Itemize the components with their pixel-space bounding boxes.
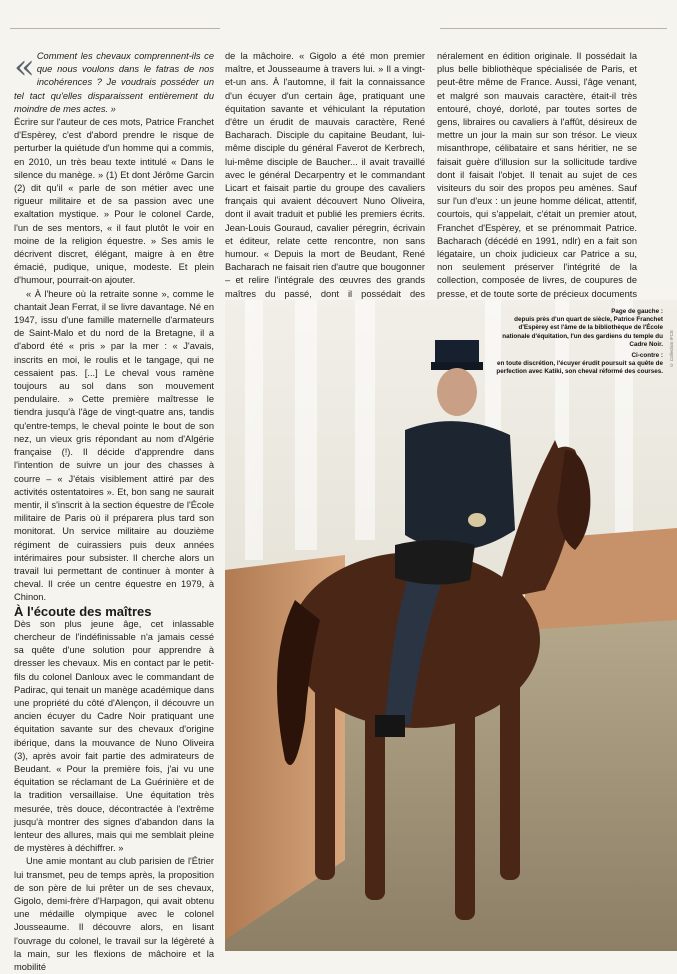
column-2-text: de la mâchoire. « Gigolo a été mon premier maître, et Jousseaume à travers lui. » Il a vingt-et-un ans. À l'automne, il fait la connaissance d'un écuyer d'un certain âge, pratiquant une équitation savante et véhiculant la réputation d'être un érudit de mauvais caractère, René Bacharach. Disciple du capitaine Beudant, lui-même disciple du général Faverot de Kerbrech, lui-même disciple de Baucher... il avait travaillé avec le général Decarpentry et le commandant Licart et faisait partie du groupe des cavaliers français qui avaient découvert Nuno Oliveira, dont il avait traduit et publié les premiers écrits. Jean-Louis Gouraud, cavalier péregrin, écrivain et éditeur, relate cette rencontre, non sans humour. « Depuis la mort de Beudant, René Bacharach ne faisait rien d'autre que bougonner – et relire l'intégrale des œuvres des grands maîtres du passé, dont il possédait des (225, 51, 425, 299)
caption-label-1: Page de gauche : (611, 308, 663, 315)
open-quote-glyph: « (14, 47, 35, 87)
paragraph-3: Dès son plus jeune âge, cet inlassable chercheur de l'indéfinissable n'a jamais cessé sa quête d'une solution pour apprendre à dresser les chevaux. Mis en contact par le petit-fils du colonel Danloux avec le commandant de Padirac, qui tenait un manège académique dans une propriété du côté d'Alençon, il découvre un ancien écuyer du Cadre Noir pratiquant une équitation savante sur des chevaux d'origine ibérique, dans la mouvance de Nuno Oliveira (3), après avoir fait partie des admirateurs de Beudant. « Pour la première fois, j'ai vu une équitation se réclamant de La Guérinière et de la tradition versaillaise. Une équitation très mesurée, très douce, décontractée à l'extrême jusqu'à montrer des signes d'abandon dans la lenteur des allures, mais qui me semblait pleine de mystères à déchiffrer. » (14, 618, 214, 854)
caption-text-1: depuis près d'un quart de siècle, Patrice Franchet d'Espèrey est l'âme de la bibliothèque de l'École nationale d'équitation, l'un des gardiens du temple du Cadre Noir. (502, 316, 663, 348)
paragraph-4: Une amie montant au club parisien de l'Étrier lui transmet, peu de temps après, la proposition de son père de lui prêter un de ses chevaux, Gigolo, demi-frère d'Harpagon, qui avait obtenu une médaille olympique avec le colonel Jousseaume. Il découvre alors, en lisant l'ouvrage du colonel, le travail sur la légèreté à la main, sur les flexions de mâchoire et la mobilité (14, 856, 214, 973)
column-3-text: néralement en édition originale. Il possédait la plus belle bibliothèque spécialisée de Paris, et peut-être même de France. Aussi, l'âge venant, et malgré son mauvais caractère, était-il très entouré, choyé, dorloté, par toutes sortes de gens, libraires ou cavaliers à l'affût, désireux de mettre un jour la main sur son trésor. Le vieux misanthrope, célibataire et sans héritier, ne se faisait guère d'illusion sur la sollicitude tardive dont il faisait l'objet. Il tenait au sujet de ces visiteurs du soir des propos peu amènes. Sauf sur l'un d'eux : un jeune homme délicat, attentif, courtois, qui s'appelait, c'était un premier atout, Franchet d'Espèrey, et se prénommait Patrice. Bacharach (décédé en 1991, ndlr) en a fait son légataire, un choix judicieux car Patrice a su, non seulement préserver l'intégrité de la collection, composée de livres, de coupures de presse, et de toute sorte de précieux documents (437, 51, 637, 299)
lede-text: Comment les chevaux comprennent-ils ce que nous voulons dans le fatras de nos incohérences ? Je voudrais posséder un tel tact qu'elles disparaissent entièrement du moindre de mes actes. » (14, 51, 214, 114)
rider-horse-photo (225, 300, 677, 951)
saddle (395, 540, 475, 585)
paragraph-2: « À l'heure où la retraite sonne », comme le chantait Jean Ferrat, il se livre davantage. Né en 1947, issu d'une famille maternelle d'armateurs de Saint-Malo et du nord de la Bretagne, il a d'abord été « pris » par la mer : « J'avais, inscrits en moi, le roulis et le tangage, qui ne cessaient pas. [...] Le cheval vous ramène toujours au sol dans son mouvement pendulaire. » Cette première maîtresse le tiendra jusqu'à l'âge de vingt-quatre ans, tandis qu'entre-temps, le cheval pointe le bout de son nez, un vieux gris répondant au nom d'Algérie française (!). Il décide d'apprendre dans l'intention de suivre un jour des chasses à courre – « J'étais visiblement attiré par des activités ostentatoires ». Et, bon sang ne saurait mentir, il s'inscrit à la section équestre de l'École militaire de Paris où il préparera plus tard son monitorat. Un service militaire au douzième régiment de cuirassiers puis deux années intérimaires pour subsister. Il cherche alors un travail lui permettant de continuer à monter à cheval. Il crée un centre équestre en 1979, à Chinon. (14, 288, 214, 603)
photo-illustration (225, 300, 677, 951)
lede-paragraph (14, 47, 214, 116)
section-subhead: À l'écoute des maîtres (14, 603, 152, 619)
article-column-1 (14, 47, 214, 974)
photo-caption (495, 308, 663, 377)
article-column-3 (437, 50, 637, 314)
top-rule-left (10, 28, 220, 29)
top-rule-right (440, 28, 667, 29)
caption-text-2: en toute discrétion, l'écuyer érudit poursuit sa quête de perfection avec Katiki, son cheval réformé des courses. (496, 360, 663, 376)
paragraph-1: Écrire sur l'auteur de ces mots, Patrice Franchet d'Espèrey, c'est d'abord prendre le risque de perturber la quiétude d'un homme qui a commis, en 2010, un très beau texte intitulé « Dans le silence du manège. » (1) Et dont Jérôme Garcin (2) dit qu'il « parle de son métier avec une rigueur militaire et de sa passion avec une exaltation mystique. » Pour le colonel Carde, l'un de ses mentors, « il faut plutôt le voir en moine de la religion équestre. » Ses amis le décrivent discret, élégant, maigre à en être émacié, pudique, unique, modeste. Et plein d'humour, pourrait-on ajouter. (14, 117, 214, 286)
photo-credit: © Collection IFCE (669, 330, 674, 368)
article-column-2 (225, 50, 425, 314)
caption-label-2: Ci-contre : (631, 352, 663, 360)
